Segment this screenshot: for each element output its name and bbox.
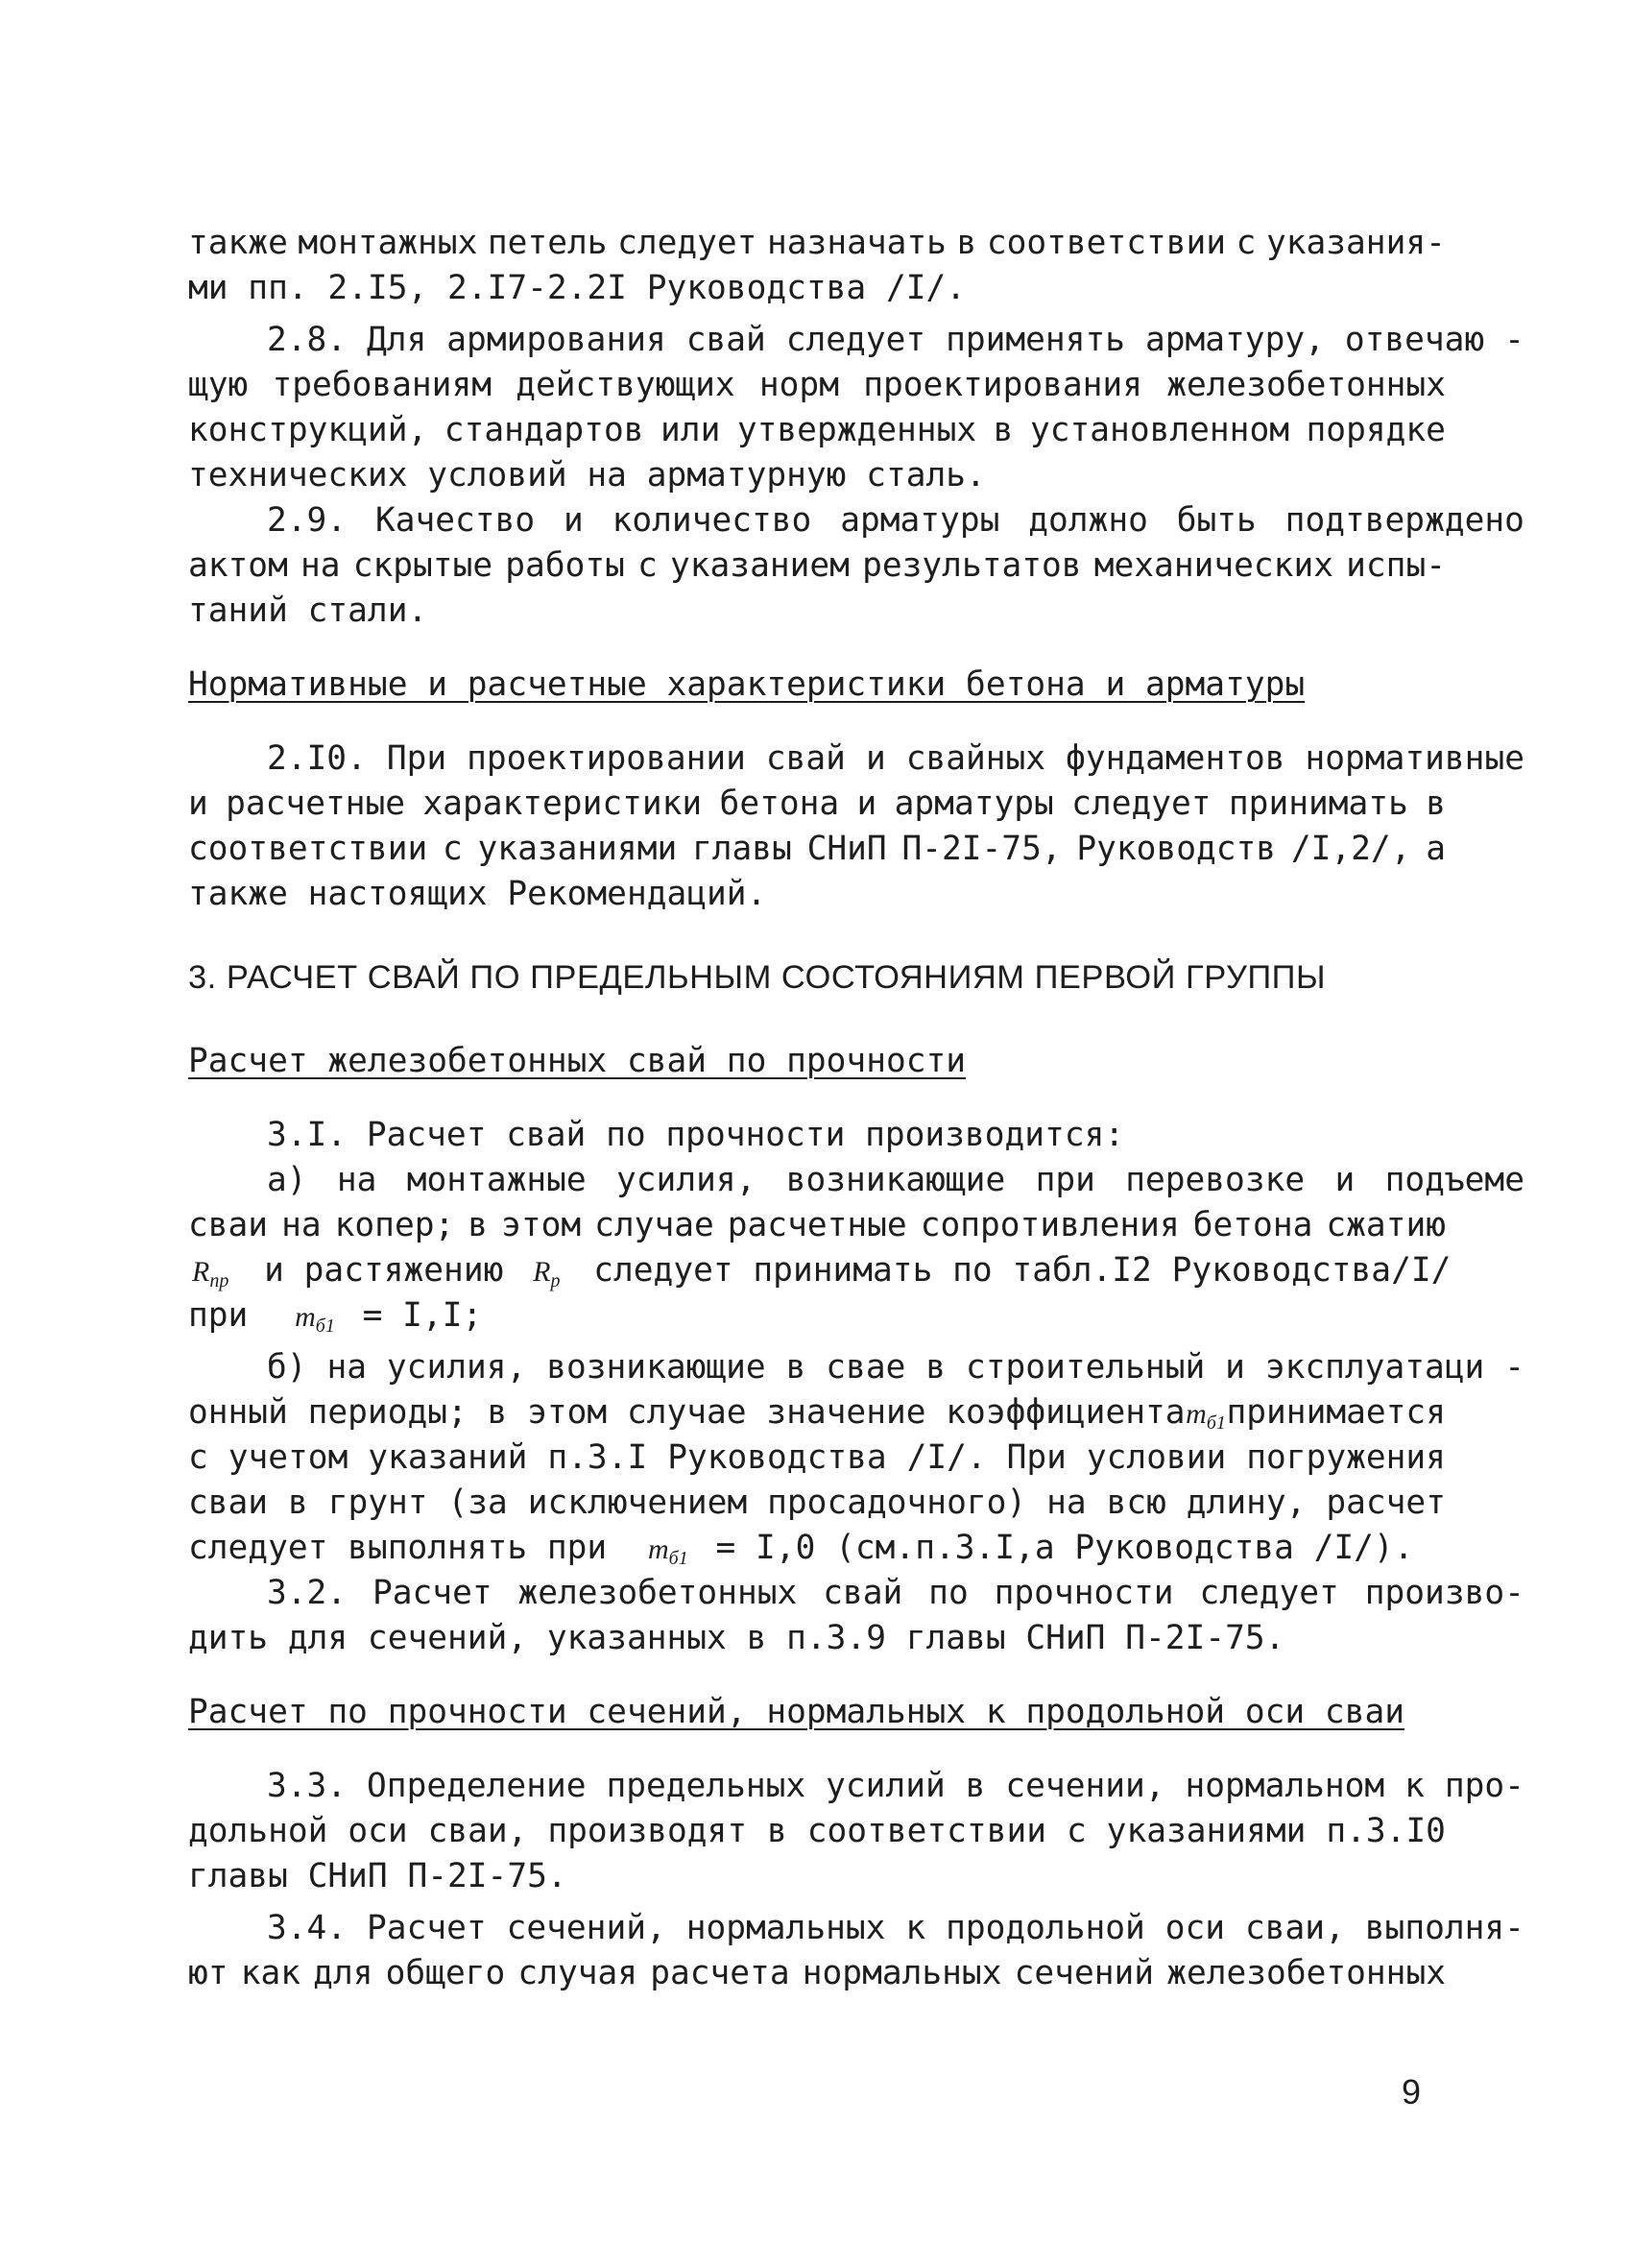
word: в [925, 1348, 947, 1387]
word: арматуры [840, 501, 1000, 540]
word: указаниями [1106, 1812, 1307, 1850]
word: в [956, 224, 977, 262]
word: Расчет [372, 1574, 492, 1612]
word: сечении, [1005, 1767, 1165, 1805]
formula-line: онный периоды; в этом случае значение коэффициента $m_{б1}$ принимается [188, 1393, 1446, 1434]
word: /I/. [906, 1438, 987, 1477]
word: эксплуатаци [1264, 1348, 1485, 1387]
word: 2.9. [267, 501, 348, 540]
word: указанием [670, 546, 850, 585]
word: и [188, 784, 208, 823]
word: и [1334, 1161, 1356, 1199]
text-line [188, 221, 1446, 266]
word: и [856, 784, 877, 823]
word: производят [547, 1812, 748, 1850]
word: на [1046, 1484, 1087, 1522]
word: подтверждено [1284, 501, 1524, 540]
word: сваи [188, 1484, 269, 1522]
word: с [188, 1438, 208, 1477]
word: конструкций, [188, 411, 428, 449]
word: Руководств [1076, 830, 1277, 868]
word: оси [348, 1812, 408, 1850]
word: - [1504, 321, 1524, 359]
word: Расчет [367, 1909, 487, 1947]
word: свае [826, 1348, 906, 1387]
paragraph-3-4-start [188, 1906, 1524, 1951]
word: длину, [1186, 1484, 1307, 1522]
word: случая [517, 1954, 638, 1992]
word: следует [1071, 784, 1212, 823]
reference: /I/ [1391, 1251, 1452, 1290]
word: бетона [1192, 1206, 1313, 1244]
word: проектировании [467, 739, 746, 778]
word: выполня- [1364, 1909, 1524, 1947]
word: 2.8. [267, 321, 348, 359]
word: бетона [719, 784, 840, 823]
word: свай [765, 739, 846, 778]
section-heading-strength: Расчет железобетонных свай по прочности [188, 1042, 967, 1080]
word: п.3.I [547, 1438, 648, 1477]
text-line: таний стали. [188, 591, 428, 630]
text-line [188, 1809, 1446, 1854]
word: монтажных [298, 224, 478, 262]
word: следует [617, 224, 757, 262]
word: Для [367, 321, 427, 359]
word: свайных [905, 739, 1046, 778]
word: возникающие [546, 1348, 766, 1387]
word: проектирования [863, 366, 1142, 404]
word: сваи [188, 1206, 269, 1244]
word: 3.4. [267, 1909, 348, 1947]
word: /I,2/, [1290, 830, 1411, 868]
word: Качество [374, 501, 536, 540]
section-heading-norms: Нормативные и расчетные характеристики бетона и арматуры [188, 665, 1306, 704]
word: При [1006, 1438, 1067, 1477]
word: сваи, [1244, 1909, 1345, 1947]
word: указания- [1265, 224, 1446, 262]
word: продольной [946, 1909, 1145, 1947]
text-line [188, 1203, 1446, 1248]
word: на [326, 1348, 367, 1387]
word: нормальных [685, 1909, 886, 1947]
word: Руководства [667, 1438, 887, 1477]
word: указаниями [477, 830, 678, 868]
word: арматуры [894, 784, 1054, 823]
word: про- [1444, 1767, 1524, 1805]
paragraph-3-2-start [188, 1571, 1524, 1616]
word: расчетные [727, 1206, 907, 1244]
text-line [188, 782, 1446, 827]
text-line [188, 827, 1446, 872]
word: расчета [650, 1954, 790, 1992]
text-line: ми пп. 2.I5, 2.I7-2.2I Руководства /I/. [188, 269, 967, 307]
word: указаний [368, 1438, 528, 1477]
word: фундаментов [1066, 739, 1285, 778]
word: актом [188, 546, 288, 585]
word: этом [501, 1206, 582, 1244]
word: (за [447, 1484, 508, 1522]
word: СНиП [806, 830, 887, 868]
formula-line: следует выполнять при $m_{б1} = I,0$ (см.п.3.I,а Руководства /I/). [188, 1529, 1414, 1569]
word: а) [267, 1161, 307, 1199]
word: б) [267, 1348, 307, 1387]
word: на [336, 1161, 377, 1199]
word: сечений [1014, 1954, 1155, 1992]
word: а [1426, 830, 1446, 868]
word: следует [785, 321, 926, 359]
word: сжатию [1326, 1206, 1446, 1244]
word: испы- [1346, 546, 1446, 585]
word: механических [1093, 546, 1333, 585]
word: соответствии [806, 1812, 1047, 1850]
word: результатов [862, 546, 1082, 585]
word: щую [188, 366, 249, 404]
word: установленном [1029, 411, 1289, 449]
word: армирования [446, 321, 666, 359]
word: соответствии [986, 224, 1227, 262]
word: нормальном [1185, 1767, 1385, 1805]
chapter-title: 3. РАСЧЕТ СВАЙ ПО ПРЕДЕЛЬНЫМ СОСТОЯНИЯМ ПЕРВОЙ ГРУППЫ [188, 959, 1327, 996]
page-number: 9 [1402, 2072, 1422, 2111]
word: железобетонных [1166, 366, 1446, 404]
word: в [767, 1812, 787, 1850]
word: свай [823, 1574, 903, 1612]
word: с [1236, 224, 1257, 262]
text-line [188, 543, 1446, 589]
word: норм [758, 366, 839, 404]
text-line [188, 408, 1446, 453]
item-b [188, 1345, 1524, 1390]
word: произво- [1364, 1574, 1524, 1612]
word: возникающие [785, 1161, 1006, 1199]
word: быть [1176, 501, 1257, 540]
word: по [928, 1574, 969, 1612]
word: и [865, 739, 886, 778]
word: расчет [1326, 1484, 1446, 1522]
word: порядке [1306, 411, 1446, 449]
word: для [313, 1954, 373, 1992]
text-line [188, 1481, 1446, 1526]
word: при [1035, 1161, 1095, 1199]
word: подъеме [1384, 1161, 1524, 1199]
word: характеристики [422, 784, 703, 823]
word: с [637, 546, 658, 585]
formula-fragment: $R_{пр}$ и растяжению $R_р$ следует принимать по табл.I2 Руководства [192, 1251, 1392, 1291]
text-line: главы СНиП П-2I-75. [188, 1857, 567, 1895]
word: предельных [606, 1767, 806, 1805]
word: 2.I0. [267, 739, 367, 778]
text-line: дить для сечений, указанных в п.3.9 главы СНиП П-2I-75. [188, 1619, 1285, 1657]
word: 3.2. [267, 1574, 348, 1612]
word: принимать [1228, 784, 1408, 823]
word: в [1426, 784, 1446, 823]
word: действующих [516, 366, 735, 404]
document-page [188, 221, 1524, 1996]
word: усилия, [616, 1161, 756, 1199]
formula-line: при $m_{б1} = I,I$; [188, 1296, 483, 1337]
word: железобетонных [1166, 1954, 1446, 1992]
word: применять [946, 321, 1126, 359]
word: - [1504, 1348, 1524, 1387]
section-heading-normal-sections: Расчет по прочности сечений, нормальных к продольной оси сваи [188, 1693, 1405, 1731]
word: погружения [1246, 1438, 1446, 1477]
word: расчетные [226, 784, 406, 823]
word: усилия, [386, 1348, 527, 1387]
word: скрытые [352, 546, 493, 585]
word: 3.3. [267, 1767, 348, 1805]
paragraph-2-9-start [188, 498, 1524, 543]
word: на [300, 546, 341, 585]
text-line [188, 1951, 1446, 1996]
word: нормальных [802, 1954, 1002, 1992]
word: должно [1028, 501, 1148, 540]
word: всю [1106, 1484, 1166, 1522]
word: П-2I-75, [901, 830, 1062, 868]
word: как [240, 1954, 301, 1992]
word: в [993, 411, 1014, 449]
word: соответствии [188, 830, 428, 868]
text-line: технических условий на арматурную сталь. [188, 456, 986, 495]
word: прочности [994, 1574, 1174, 1612]
paragraph-2-8-start [188, 318, 1524, 363]
word: в [785, 1348, 806, 1387]
word: нормативные [1305, 739, 1524, 778]
word: петель [487, 224, 608, 262]
word: следует [1199, 1574, 1339, 1612]
word: сечений, [506, 1909, 666, 1947]
word: ют [188, 1954, 228, 1992]
word: в [468, 1206, 489, 1244]
word: также [188, 224, 288, 262]
word: Определение [367, 1767, 587, 1805]
word: и [563, 501, 584, 540]
word: к [1404, 1767, 1425, 1805]
paragraph-2-10-start [188, 736, 1524, 782]
word: перевозке [1125, 1161, 1306, 1199]
word: учетом [228, 1438, 348, 1477]
word: усилий [826, 1767, 946, 1805]
item-a [188, 1158, 1524, 1203]
word: работы [505, 546, 625, 585]
word: строительный [965, 1348, 1206, 1387]
word: количество [612, 501, 812, 540]
word: отвечаю [1344, 321, 1485, 359]
word: с [443, 830, 463, 868]
word: утвержденных [736, 411, 977, 449]
word: оси [1164, 1909, 1226, 1947]
word: исключением [527, 1484, 748, 1522]
word: в [288, 1484, 308, 1522]
word: в [965, 1767, 986, 1805]
word: условии [1086, 1438, 1227, 1477]
word: арматуру, [1144, 321, 1325, 359]
word: на [281, 1206, 322, 1244]
text-line: также настоящих Рекомендаций. [188, 875, 767, 913]
word: к [905, 1909, 926, 1947]
text-line [188, 363, 1446, 408]
word: дольной [188, 1812, 328, 1850]
word: свай [685, 321, 766, 359]
paragraph-3-1-start: 3.I. Расчет свай по прочности производится: [267, 1116, 1125, 1154]
text-line [188, 1436, 1446, 1481]
word: общего [385, 1954, 506, 1992]
word: монтажные [406, 1161, 587, 1199]
formula-line [188, 1248, 1452, 1293]
word: или [660, 411, 721, 449]
word: и [1225, 1348, 1245, 1387]
word: копер; [334, 1206, 455, 1244]
word: п.3.I0 [1326, 1812, 1446, 1850]
word: сваи, [427, 1812, 528, 1850]
word: с [1066, 1812, 1087, 1850]
word: назначать [767, 224, 947, 262]
word: стандартов [444, 411, 644, 449]
word: требованиям [272, 366, 492, 404]
word: просадочного) [767, 1484, 1027, 1522]
word: случае [594, 1206, 714, 1244]
word: железобетонных [517, 1574, 798, 1612]
word: сопротивления [920, 1206, 1180, 1244]
paragraph-3-3-start [188, 1764, 1524, 1809]
word: При [386, 739, 447, 778]
word: грунт [327, 1484, 428, 1522]
word: главы [692, 830, 792, 868]
